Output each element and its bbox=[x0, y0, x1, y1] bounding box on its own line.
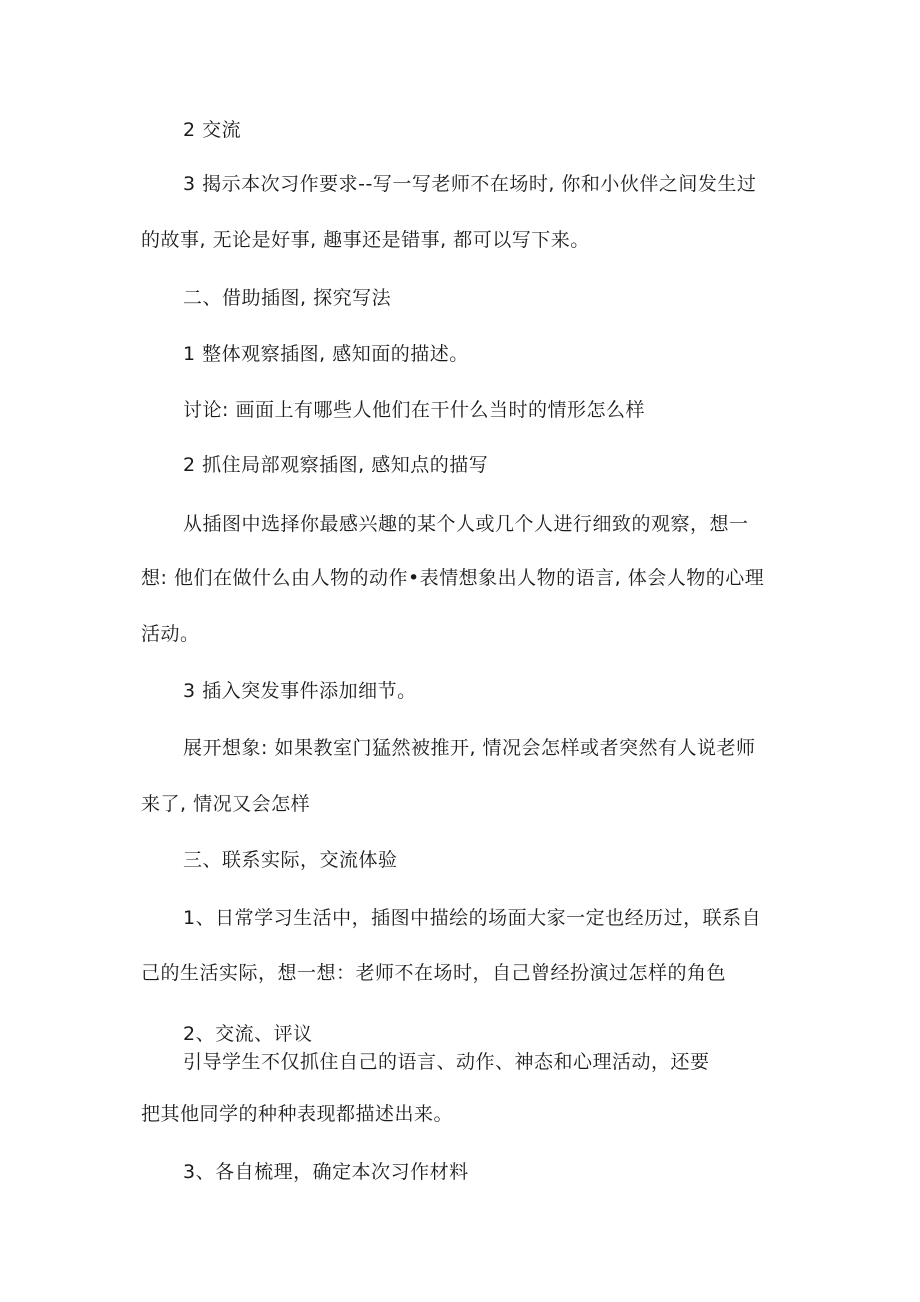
text-line-10: 活动。 bbox=[141, 623, 200, 645]
text-line-17: 2、交流、评议 bbox=[183, 1023, 313, 1045]
text-line-8: 从插图中选择你最感兴趣的某个人或几个人进行细致的观察，想一 bbox=[183, 513, 749, 535]
text-line-12: 展开想象: 如果教室门猛然被推开, 情况会怎样或者突然有人说老师 bbox=[183, 737, 756, 759]
text-line-3: 的故事, 无论是好事, 趣事还是错事, 都可以写下来。 bbox=[141, 229, 590, 251]
text-line-5: 1 整体观察插图, 感知面的描述。 bbox=[183, 343, 469, 365]
text-line-16: 己的生活实际，想一想：老师不在场时，自己曾经扮演过怎样的角色 bbox=[141, 962, 727, 984]
text-line-11: 3 插入突发事件添加细节。 bbox=[183, 680, 417, 702]
text-line-9: 想: 他们在做什么由人物的动作•表情想象出人物的语言, 体会人物的心理 bbox=[141, 567, 765, 589]
text-line-20: 3、各自梳理，确定本次习作材料 bbox=[183, 1161, 469, 1183]
text-line-7: 2 抓住局部观察插图, 感知点的描写 bbox=[183, 454, 489, 476]
text-line-15: 1、日常学习生活中，插图中描绘的场面大家一定也经历过，联系自 bbox=[183, 907, 762, 929]
text-line-19: 把其他同学的种种表现都描述出来。 bbox=[141, 1103, 454, 1125]
text-line-2: 3 揭示本次习作要求--写一写老师不在场时, 你和小伙伴之间发生过 bbox=[183, 173, 757, 195]
text-line-18: 引导学生不仅抓住自己的语言、动作、神态和心理活动，还要 bbox=[183, 1051, 710, 1073]
section-heading-3: 三、联系实际，交流体验 bbox=[183, 849, 398, 871]
section-heading-2: 二、借助插图, 探究写法 bbox=[183, 287, 392, 309]
text-line-1: 2 交流 bbox=[183, 119, 242, 141]
text-line-13: 来了, 情况又会怎样 bbox=[141, 793, 311, 815]
text-line-6: 讨论: 画面上有哪些人他们在干什么当时的情形怎么样 bbox=[183, 399, 645, 421]
